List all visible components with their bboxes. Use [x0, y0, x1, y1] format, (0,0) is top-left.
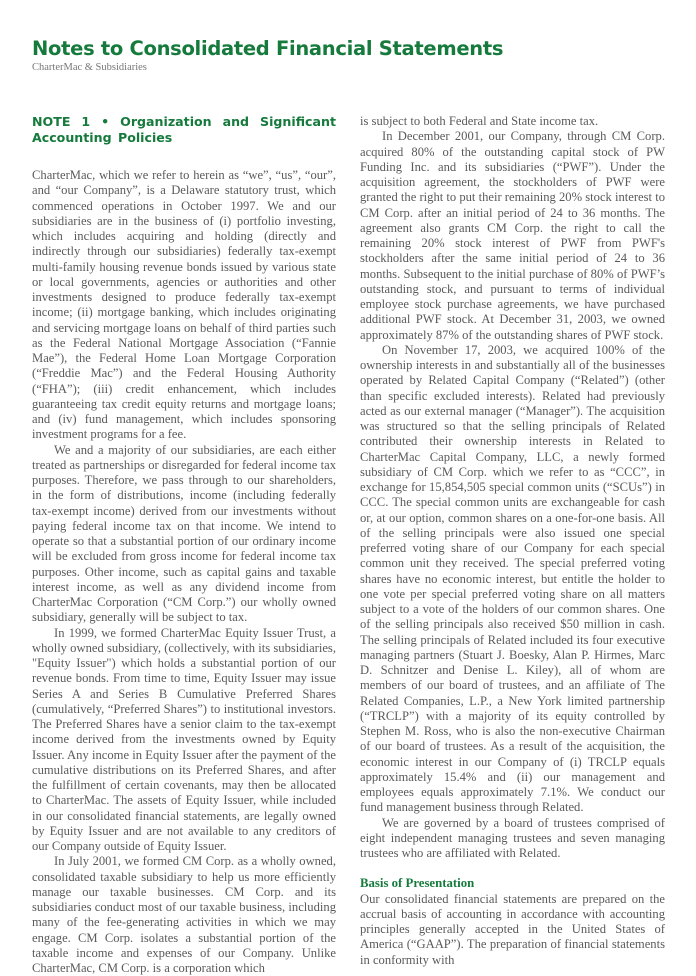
- paragraph-pwf-acquisition: In December 2001, our Company, through CM Corp. acquired 80% of the outstanding capital stock of PW Funding Inc. and its subsidiaries (“PWF”). Under the acquisition agreement, the stockholders of PWF were granted the right to put their remaining 20% stock interest to CM Corp. after an initial period of 24 to 36 months. The agreement also grants CM Corp. the right to call the remaining 20% stock interest of PWF from PWF's stockholders after the same initial period of 24 to 36 months. Subsequent to the initial purchase of 80% of PWF’s outstanding stock, and pursuant to terms of individual employee stock purchase agreements, we have purchased additional PWF stock. At December 31, 2003, we owned approximately 87% of the outstanding shares of PWF stock.: [360, 129, 665, 342]
- paragraph-basis-of-presentation: Our consolidated financial statements are prepared on the accrual basis of accounting in accordance with accounting principles generally accepted in the United States of America (“GAAP”). The preparation of financial statements in conformity with: [360, 891, 665, 967]
- paragraph-equity-issuer: In 1999, we formed CharterMac Equity Issuer Trust, a wholly owned subsidiary, (collectively, with its subsidiaries, "Equity Issuer") which holds a substantial portion of our revenue bonds. From time to time, Equity Issuer may issue Series A and Series B Cumulative Preferred Shares (cumulatively, “Preferred Shares”) to institutional investors. The Preferred Shares have a senior claim to the tax-exempt income derived from the investments owned by Equity Issuer. Any income in Equity Issuer after the payment of the cumulative distributions on its Preferred Shares, and after the fulfillment of certain covenants, may then be allocated to CharterMac. The assets of Equity Issuer, while included in our consolidated financial statements, are legally owned by Equity Issuer and are not available to any creditors of our Company outside of Equity Issuer.: [32, 625, 336, 853]
- page-title: Notes to Consolidated Financial Statements: [32, 37, 504, 60]
- paragraph-continuation: is subject to both Federal and State income tax.: [360, 114, 599, 128]
- page-subtitle: CharterMac & Subsidiaries: [32, 62, 147, 73]
- paragraph-organization: CharterMac, which we refer to herein as “we”, “us”, “our”, and “our Company”, is a Delaware statutory trust, which commenced operations in October 1997. We and our subsidiaries are in the business of (i) portfolio investing, which includes acquiring and holding (directly and indirectly through our subsidiaries) federally tax-exempt multi-family housing revenue bonds issued by various state or local governments, agencies or authorities and other investments designed to produce federally tax-exempt income; (ii) mortgage banking, which includes originating and servicing mortgage loans on behalf of third parties such as the Federal National Mortgage Association (“Fannie Mae”), the Federal Home Loan Mortgage Corporation (“Freddie Mac”) and the Federal Housing Authority (“FHA”); (iii) credit enhancement, which includes guaranteeing tax credit equity returns and mortgage loans; and (iv) fund management, which includes sponsoring investment programs for a fee.: [32, 168, 336, 442]
- basis-of-presentation-heading: Basis of Presentation: [360, 876, 475, 891]
- paragraph-board-of-trustees: We are governed by a board of trustees comprised of eight independent managing trustees and seven managing trustees who are affiliated with Related.: [360, 815, 665, 860]
- paragraph-cm-corp: In July 2001, we formed CM Corp. as a wholly owned, consolidated taxable subsidiary to help us more efficiently manage our taxable businesses. CM Corp. and its subsidiaries conduct most of our taxable business, including many of the fee-generating activities in which we may engage. CM Corp. isolates a substantial portion of the taxable income and expenses of our Company. Unlike CharterMac, CM Corp. is a corporation which: [32, 854, 336, 975]
- right-column: [360, 114, 665, 968]
- paragraph-related-acquisition: On November 17, 2003, we acquired 100% of the ownership interests in and substantially all of the businesses operated by Related Capital Company (“Related”) (other than specific excluded interests). Related had previously acted as our external manager (“Manager”). The acquisition was structured so that the selling principals of Related contributed their ownership interests in Related to CharterMac Capital Company, LLC, a newly formed subsidiary of CM Corp. which we refer to as “CCC”, in exchange for 15,854,505 special common units (“SCUs”) in CCC. The special common units are exchangeable for cash or, at our option, common shares on a one-for-one basis. All of the selling principals were also issued one special preferred voting share of our Company for each special common unit they received. The special preferred voting shares have no economic interest, but entitle the holder to one vote per special preferred voting share on all matters subject to a vote of the holders of our common shares. One of the selling principals also received $50 million in cash. The selling principals of Related included its four executive managing partners (Stuart J. Boesky, Alan P. Hirmes, Marc D. Schnitzer and Denise L. Kiley), all of whom are members of our board of trustees, and an affiliate of The Related Companies, L.P., a New York limited partnership (“TRCLP”) with a majority of its equity controlled by Stephen M. Ross, who is also the non-executive Chairman of our board of trustees. As a result of the acquisition, the economic interest in our Company of (i) TRCLP equals approximately 15.4% and (ii) our management and employees equals approximately 7.1%. We conduct our fund management business through Related.: [360, 342, 665, 815]
- paragraph-tax-treatment: We and a majority of our subsidiaries, are each either treated as partnerships or disregarded for federal income tax purposes. Therefore, we pass through to our shareholders, in the form of distributions, income (including federally tax-exempt income) derived from our investments without paying federal income tax on that income. We intend to operate so that a substantial portion of our ordinary income will be excluded from gross income for federal income tax purposes. Other income, such as capital gains and taxable interest income, as well as any dividend income from CharterMac Corporation (“CM Corp.”) our wholly owned subsidiary, generally will be subject to tax.: [32, 442, 336, 625]
- note-heading: NOTE 1 • Organization and Significant Accounting Policies: [32, 114, 336, 145]
- left-column: [32, 114, 336, 976]
